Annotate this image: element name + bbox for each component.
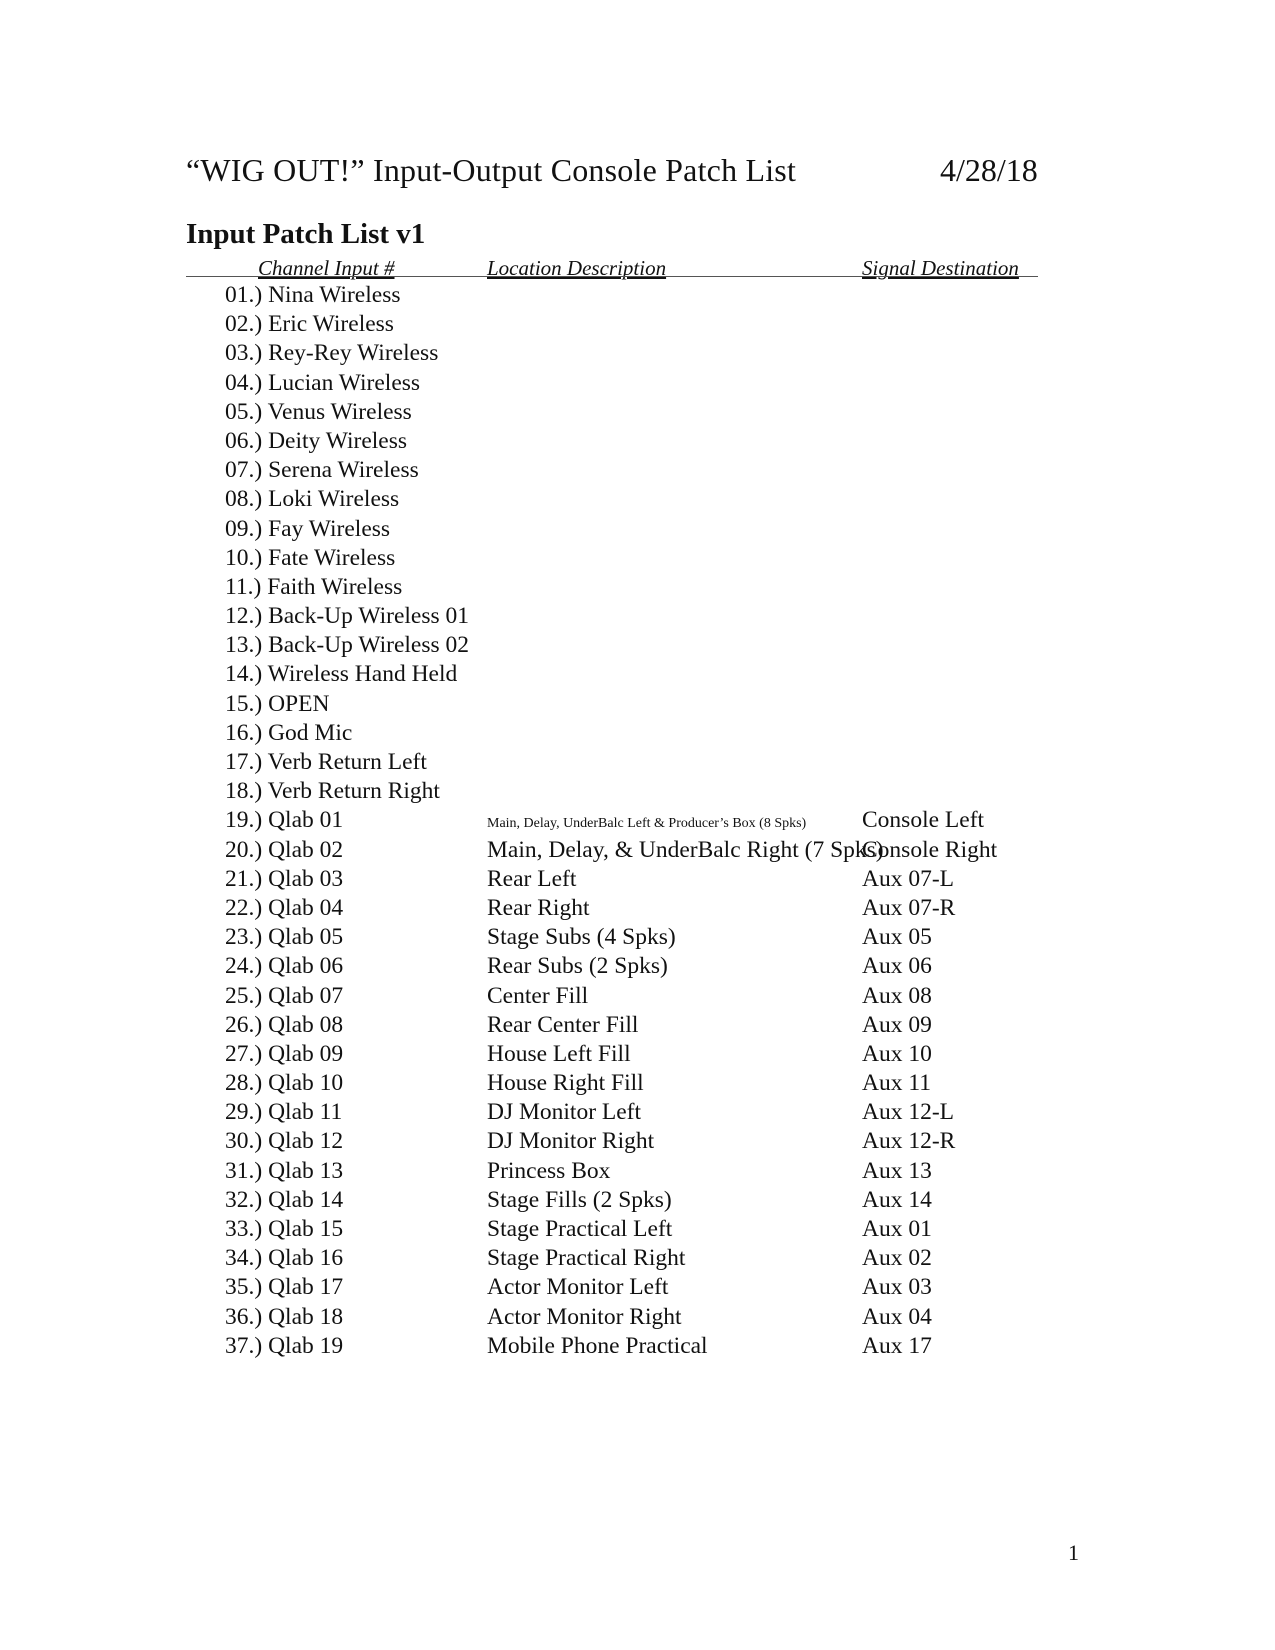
location-cell: Center Fill xyxy=(487,982,589,1009)
location-cell: Stage Practical Right xyxy=(487,1245,686,1272)
location-cell: Princess Box xyxy=(487,1157,611,1184)
channel-input-cell: 12.) Back-Up Wireless 01 xyxy=(225,603,470,630)
channel-input-cell: 18.) Verb Return Right xyxy=(225,778,440,805)
channel-input-cell: 21.) Qlab 03 xyxy=(225,865,344,892)
location-cell: Rear Subs (2 Spks) xyxy=(487,953,668,980)
channel-input-cell: 28.) Qlab 10 xyxy=(225,1070,344,1097)
destination-cell: Aux 12-R xyxy=(862,1128,956,1155)
channel-input-cell: 27.) Qlab 09 xyxy=(225,1040,344,1067)
table-row xyxy=(0,456,1275,485)
table-row xyxy=(0,602,1275,631)
table-row xyxy=(0,777,1275,806)
table-row xyxy=(0,952,1275,981)
table-row xyxy=(0,1098,1275,1127)
channel-input-cell: 13.) Back-Up Wireless 02 xyxy=(225,632,470,659)
channel-input-cell: 19.) Qlab 01 xyxy=(225,807,344,834)
header-divider xyxy=(186,276,1038,277)
table-row xyxy=(0,806,1275,835)
channel-input-cell: 05.) Venus Wireless xyxy=(225,398,412,425)
channel-input-cell: 29.) Qlab 11 xyxy=(225,1099,343,1126)
channel-input-cell: 11.) Faith Wireless xyxy=(225,573,403,600)
table-row xyxy=(0,485,1275,514)
channel-input-cell: 23.) Qlab 05 xyxy=(225,924,344,951)
channel-input-cell: 24.) Qlab 06 xyxy=(225,953,344,980)
table-row xyxy=(0,1040,1275,1069)
document-date: 4/28/18 xyxy=(940,152,1038,188)
table-row xyxy=(0,1303,1275,1332)
channel-input-cell: 26.) Qlab 08 xyxy=(225,1011,344,1038)
table-row xyxy=(0,573,1275,602)
location-cell: Stage Fills (2 Spks) xyxy=(487,1186,672,1213)
channel-input-cell: 07.) Serena Wireless xyxy=(225,457,419,484)
channel-input-cell: 04.) Lucian Wireless xyxy=(225,369,421,396)
location-cell: Mobile Phone Practical xyxy=(487,1332,708,1359)
channel-input-cell: 35.) Qlab 17 xyxy=(225,1274,344,1301)
channel-input-cell: 10.) Fate Wireless xyxy=(225,544,396,571)
location-cell: Actor Monitor Right xyxy=(487,1303,682,1330)
location-cell: Stage Practical Left xyxy=(487,1216,673,1242)
table-row xyxy=(0,748,1275,777)
table-row xyxy=(0,836,1275,865)
table-row xyxy=(0,515,1275,544)
location-cell: Rear Center Fill xyxy=(487,1011,639,1038)
channel-input-cell: 15.) OPEN xyxy=(225,690,330,717)
channel-input-cell: 14.) Wireless Hand Held xyxy=(225,661,458,688)
table-row xyxy=(0,719,1275,748)
channel-input-cell: 25.) Qlab 07 xyxy=(225,982,344,1009)
channel-input-cell: 32.) Qlab 14 xyxy=(225,1186,344,1213)
location-cell: Rear Right xyxy=(487,894,590,921)
destination-cell: Aux 09 xyxy=(862,1011,932,1038)
channel-input-cell: 16.) God Mic xyxy=(225,719,353,746)
destination-cell: Aux 17 xyxy=(862,1332,932,1359)
table-row xyxy=(0,1011,1275,1040)
channel-input-cell: 17.) Verb Return Left xyxy=(225,749,427,775)
channel-input-cell: 33.) Qlab 15 xyxy=(225,1216,344,1242)
destination-cell: Aux 12-L xyxy=(862,1099,955,1126)
channel-input-cell: 31.) Qlab 13 xyxy=(225,1157,344,1184)
destination-cell: Aux 02 xyxy=(862,1245,932,1272)
table-row xyxy=(0,427,1275,456)
table-row xyxy=(0,894,1275,923)
destination-cell: Aux 10 xyxy=(862,1040,932,1067)
table-row xyxy=(0,281,1275,310)
destination-cell: Aux 07-R xyxy=(862,894,956,921)
table-row xyxy=(0,310,1275,339)
destination-cell: Aux 01 xyxy=(862,1216,932,1242)
table-row xyxy=(0,1215,1275,1244)
channel-input-cell: 09.) Fay Wireless xyxy=(225,515,391,542)
column-header-location: Location Description xyxy=(487,256,667,280)
page-number: 1 xyxy=(1068,1540,1079,1565)
patch-list-table xyxy=(0,281,1275,1361)
table-row xyxy=(0,923,1275,952)
location-cell: House Right Fill xyxy=(487,1070,644,1097)
location-cell: DJ Monitor Left xyxy=(487,1099,642,1126)
destination-cell: Console Right xyxy=(862,836,998,863)
channel-input-cell: 30.) Qlab 12 xyxy=(225,1128,344,1155)
table-row xyxy=(0,982,1275,1011)
location-cell: House Left Fill xyxy=(487,1040,631,1067)
channel-input-cell: 22.) Qlab 04 xyxy=(225,894,344,921)
destination-cell: Aux 08 xyxy=(862,982,932,1009)
destination-cell: Aux 05 xyxy=(862,924,932,951)
table-row xyxy=(0,1127,1275,1156)
section-heading: Input Patch List v1 xyxy=(186,218,426,250)
location-cell: Rear Left xyxy=(487,865,577,892)
location-cell: Main, Delay, UnderBalc Left & Producer’s Box (8 Spks) xyxy=(487,816,807,832)
table-row xyxy=(0,1157,1275,1186)
channel-input-cell: 36.) Qlab 18 xyxy=(225,1303,344,1330)
table-row xyxy=(0,1069,1275,1098)
channel-input-cell: 06.) Deity Wireless xyxy=(225,427,408,454)
table-row xyxy=(0,369,1275,398)
column-header-destination: Signal Destination xyxy=(862,256,1019,280)
table-row xyxy=(0,398,1275,427)
channel-input-cell: 34.) Qlab 16 xyxy=(225,1245,344,1272)
location-cell: Stage Subs (4 Spks) xyxy=(487,924,676,951)
column-header-channel-input: Channel Input # xyxy=(258,256,395,280)
destination-cell: Aux 07-L xyxy=(862,865,955,892)
channel-input-cell: 02.) Eric Wireless xyxy=(225,311,394,338)
table-row xyxy=(0,865,1275,894)
channel-input-cell: 08.) Loki Wireless xyxy=(225,486,400,513)
channel-input-cell: 03.) Rey-Rey Wireless xyxy=(225,340,439,367)
channel-input-cell: 01.) Nina Wireless xyxy=(225,282,401,308)
channel-input-cell: 37.) Qlab 19 xyxy=(225,1332,344,1359)
location-cell: DJ Monitor Right xyxy=(487,1128,655,1155)
destination-cell: Aux 14 xyxy=(862,1186,932,1213)
destination-cell: Aux 13 xyxy=(862,1157,932,1184)
location-cell: Main, Delay, & UnderBalc Right (7 Spks) xyxy=(487,836,884,863)
destination-cell: Aux 03 xyxy=(862,1274,932,1301)
table-row xyxy=(0,660,1275,689)
table-row xyxy=(0,339,1275,368)
table-row xyxy=(0,544,1275,573)
page-title: “WIG OUT!” Input-Output Console Patch List xyxy=(186,152,797,188)
table-row xyxy=(0,1332,1275,1361)
location-cell: Actor Monitor Left xyxy=(487,1274,669,1301)
destination-cell: Aux 04 xyxy=(862,1303,932,1330)
destination-cell: Console Left xyxy=(862,807,985,834)
destination-cell: Aux 06 xyxy=(862,953,932,980)
destination-cell: Aux 11 xyxy=(862,1070,931,1097)
table-row xyxy=(0,1186,1275,1215)
table-row xyxy=(0,631,1275,660)
table-row xyxy=(0,1244,1275,1273)
table-row xyxy=(0,690,1275,719)
channel-input-cell: 20.) Qlab 02 xyxy=(225,836,344,863)
table-row xyxy=(0,1273,1275,1302)
